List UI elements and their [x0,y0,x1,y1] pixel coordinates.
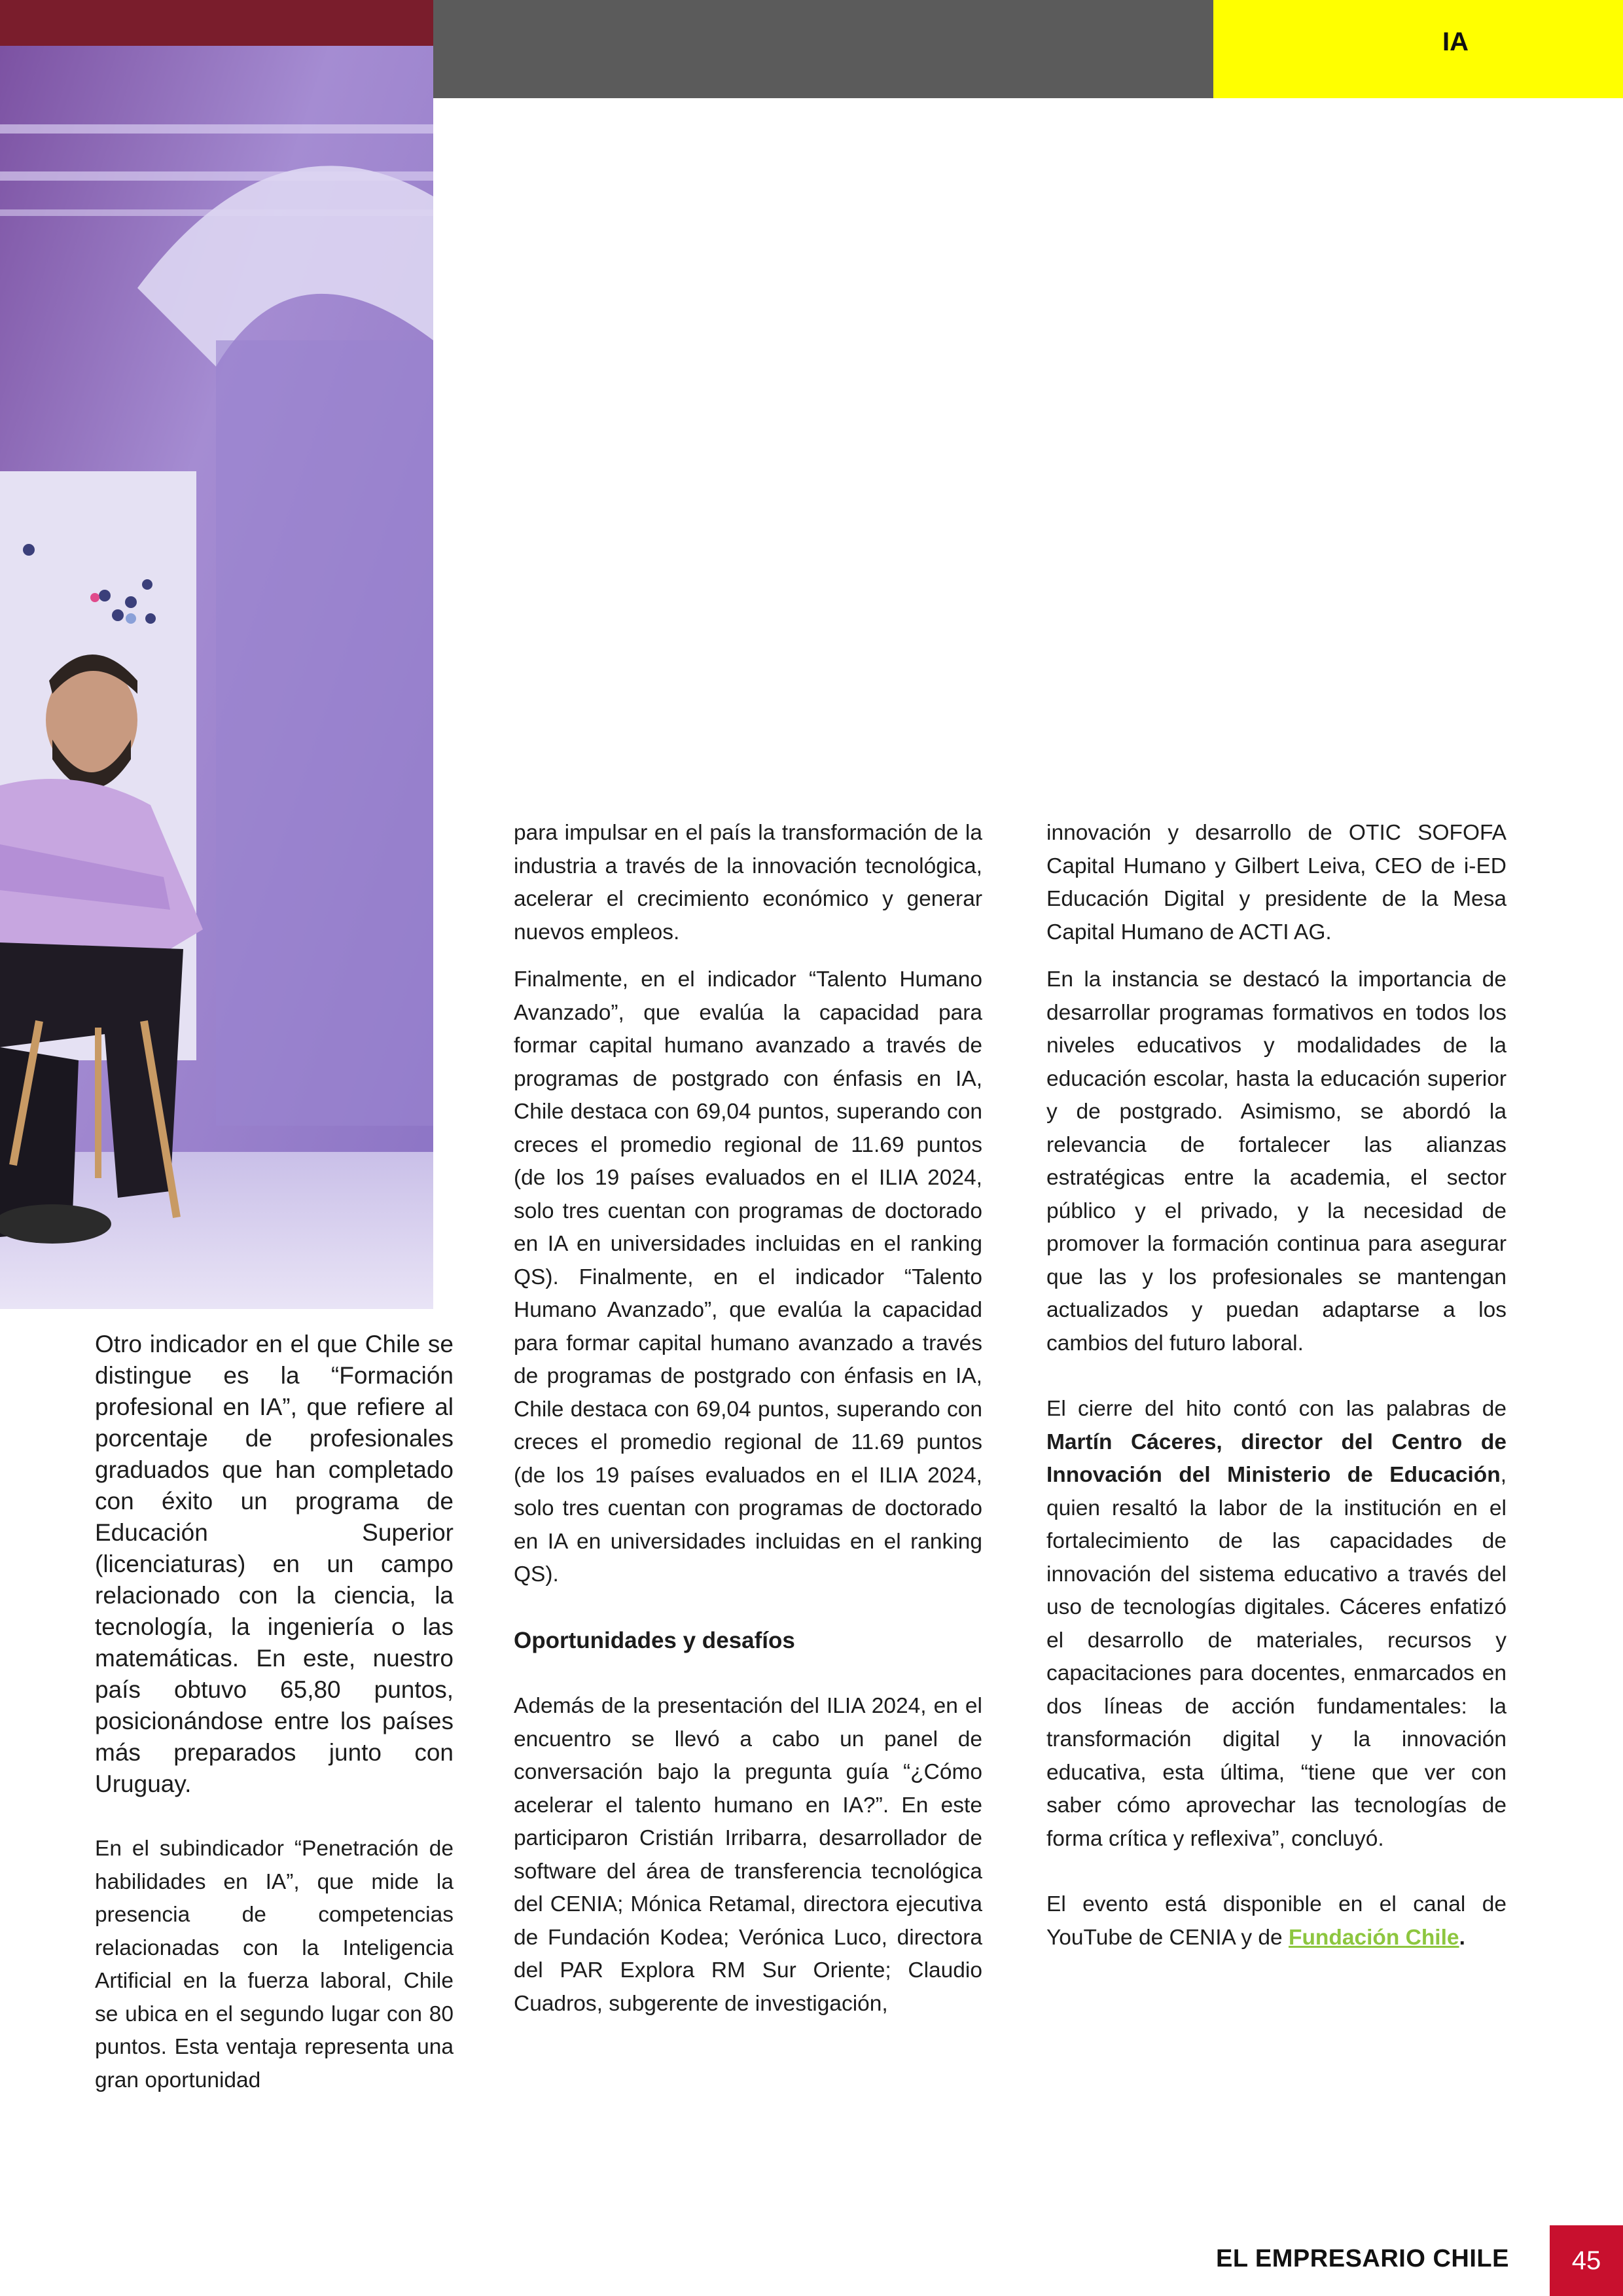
col3-paragraph-2: En la instancia se destacó la importancia de desarrollar programas formativos en todos los niveles educativos y modalidades de la educación escolar, hasta la educación superior y de postgrado. Asimismo, se abordó la relevancia de fortalecer las alianzas estratégicas entre la academia, el sector público y el privado, y la necesidad de promover la formación continua para asegurar que las y los profesionales se mantengan actualizados y puedan adaptarse a los cambios del futuro laboral. [1046,967,1507,1355]
col3-p3-rest: , quien resaltó la labor de la institución en el fortalecimiento de las capacidades de innovación del sistema educativo a través del uso de tecnologías digitales. Cáceres enfatizó el desarrollo de materiales, recursos y capacitaciones para docentes, enmarcados en dos líneas de acción fundamentales: la transformación digital y la innovación educativa, esta última, “tiene que ver con saber cómo aprovechar las tecnologías de forma crítica y reflexiva”, concluyó. [1046,1463,1507,1851]
column-3 [1046,817,1507,1954]
col2-paragraph-1: para impulsar en el país la transformación de la industria a través de la innovación tecnológica, acelerar el crecimiento económico y generar nuevos empleos. [514,821,982,944]
col1-paragraph-1: Otro indicador en el que Chile se distingue es la “Formación profesional en IA”, que refiere al porcentaje de profesionales graduados que han completado con éxito un programa de Educación Superior (licenciaturas) en un campo relacionado con la ciencia, la tecnología, la ingeniería o las matemáticas. En este, nuestro país obtuvo 65,80 puntos, posicionándose entre los países más preparados junto con Uruguay. [95,1331,454,1797]
col3-paragraph-1: innovación y desarrollo de OTIC SOFOFA Capital Humano y Gilbert Leiva, CEO de i-ED Educación Digital y presidente de la Mesa Capital Humano de ACTI AG. [1046,821,1507,944]
col1-paragraph-2: En el subindicador “Penetración de habilidades en IA”, que mide la presencia de competencias relacionadas con la Inteligencia Artificial en la fuerza laboral, Chile se ubica en el segundo lugar con 80 puntos. Esta ventaja representa una gran oportunidad [95,1837,454,2092]
col3-p3-start: El cierre del hito contó con las palabras de [1046,1397,1507,1421]
page-number: 45 [1550,2225,1623,2296]
photo-man-seated [0,0,433,1309]
col3-p4-start: El evento está disponible en el canal de YouTube de CENIA y de [1046,1892,1507,1950]
col3-paragraph-4 [1046,1888,1507,1954]
col3-p3-bold: Martín Cáceres, director del Centro de Innovación del Ministerio de Educación [1046,1429,1507,1487]
col2-subheading: Oportunidades y desafíos [514,1627,795,1653]
col2-paragraph-2: Finalmente, en el indicador “Talento Humano Avanzado”, que evalúa la capacidad para formar capital humano avanzado a través de programas de postgrado con énfasis en IA, Chile destaca con 69,04 puntos, superando con creces el promedio regional de 11.69 puntos (de los 19 países evaluados en el ILIA 2024, solo tres cuentan con programas de doctorado en IA en universidades incluidas en el ranking QS). Finalmente, en el indicador “Talento Humano Avanzado”, que evalúa la capacidad para formar capital humano avanzado a través de programas de postgrado con énfasis en IA, Chile destaca con 69,04 puntos, superando con creces el promedio regional de 11.69 puntos (de los 19 países evaluados en el ILIA 2024, solo tres cuentan con programas de doctorado en IA en universidades incluidas en el ranking QS). [514,967,982,1587]
header-yellow-bar [1213,0,1623,98]
fundacion-chile-link[interactable]: Fundación Chile [1289,1925,1459,1950]
column-2 [514,817,982,2020]
col3-paragraph-3 [1046,1393,1507,1856]
col2-paragraph-3: Además de la presentación del ILIA 2024, en el encuentro se llevó a cabo un panel de conversación bajo la pregunta guía “¿Cómo acelerar el talento humano en IA?”. En este participaron Cristián Irribarra, desarrollador de software del área de transferencia tecnológica del CENIA; Mónica Retamal, directora ejecutiva de Fundación Kodea; Verónica Luco, directora del PAR Explora RM Sur Oriente; Claudio Cuadros, subgerente de investigación, [514,1694,982,2016]
col3-p4-end: . [1459,1925,1465,1950]
header-grey-bar [433,0,1213,98]
magazine-name: EL EMPRESARIO CHILE [1216,2245,1509,2272]
column-1 [95,1329,454,2097]
section-tag: IA [1442,27,1469,56]
